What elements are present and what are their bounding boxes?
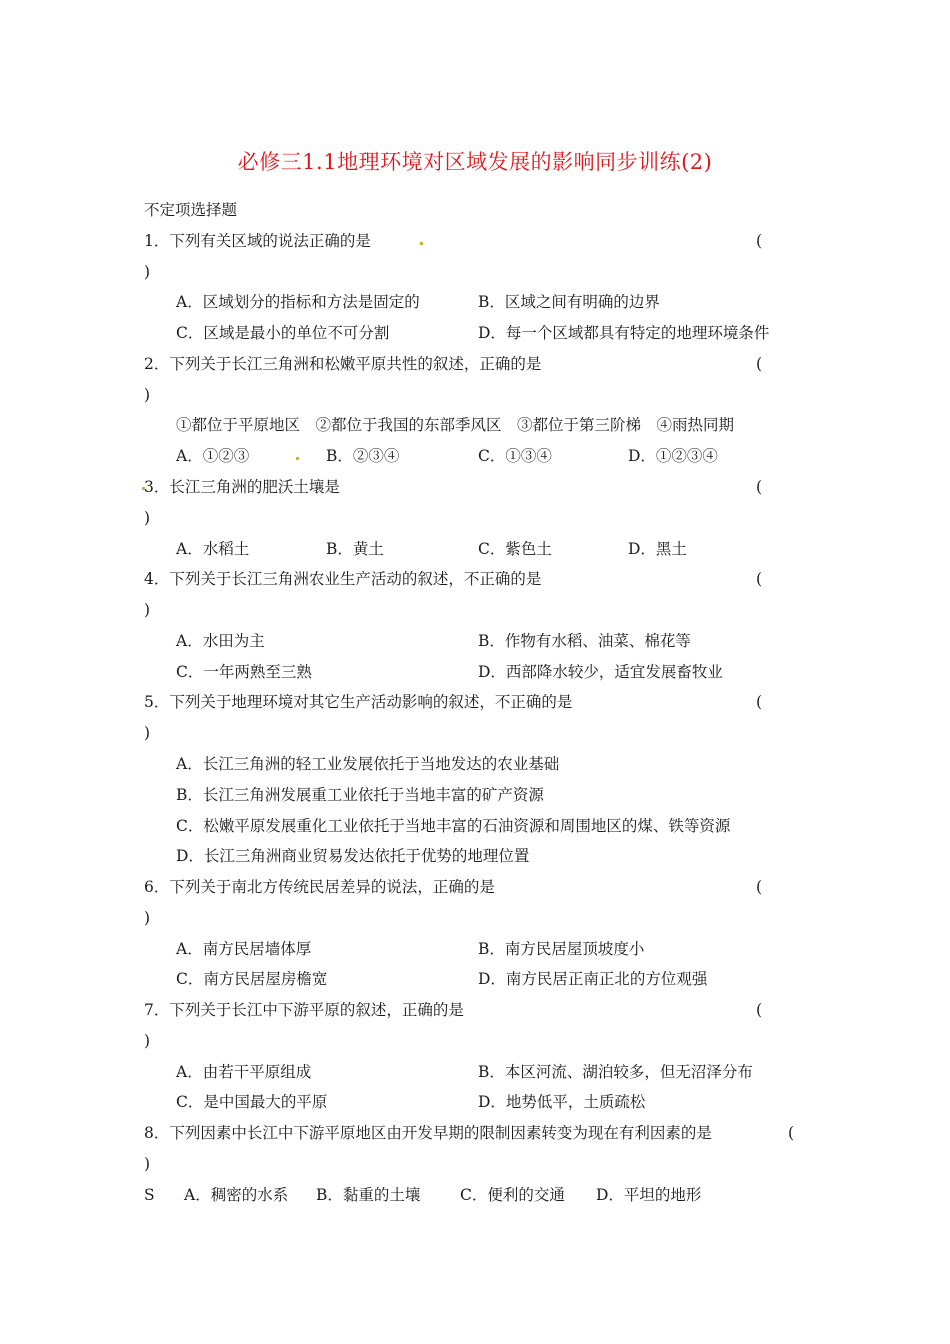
question-6-option-a: A．南方民居墙体厚: [176, 940, 312, 958]
question-3-option-a: A．水稻土: [176, 540, 250, 558]
question-8-open-paren: (: [788, 1124, 795, 1142]
question-5-stem: 5．下列关于地理环境对其它生产活动影响的叙述，不正确的是: [144, 693, 573, 711]
question-5-close-paren: ): [144, 724, 151, 742]
question-2-option-d: D．①②③④: [628, 447, 718, 465]
question-1-option-d: D．每一个区域都具有特定的地理环境条件: [478, 324, 770, 342]
question-2-option-a: A．①②③: [176, 447, 250, 465]
question-3-option-b: B．黄土: [326, 540, 384, 558]
question-2-close-paren: ): [144, 386, 151, 404]
question-3-stem: 3．长江三角洲的肥沃土壤是: [144, 478, 340, 496]
question-4-option-b: B．作物有水稻、油菜、棉花等: [478, 632, 691, 650]
question-1-stem: 1．下列有关区域的说法正确的是: [144, 232, 371, 250]
question-6-option-b: B．南方民居屋顶坡度小: [478, 940, 645, 958]
page-title: 必修三1.1地理环境对区域发展的影响同步训练(2): [237, 150, 713, 174]
question-1-option-c: C．区域是最小的单位不可分割: [176, 324, 390, 342]
question-7-option-c: C．是中国最大的平原: [176, 1093, 328, 1111]
question-7-close-paren: ): [144, 1032, 151, 1050]
question-8-option-b: B．黏重的土壤: [316, 1186, 421, 1204]
question-5-option-a: A．长江三角洲的轻工业发展依托于当地发达的农业基础: [176, 755, 560, 773]
question-4-close-paren: ): [144, 601, 151, 619]
question-8-option-c: C．便利的交通: [460, 1186, 565, 1204]
question-7-option-a: A．由若干平原组成: [176, 1063, 312, 1081]
question-6-option-c: C．南方民居屋房檐宽: [176, 970, 328, 988]
question-3-option-d: D．黑土: [628, 540, 687, 558]
question-4-option-d: D．西部降水较少，适宜发展畜牧业: [478, 663, 723, 681]
question-4-option-a: A．水田为主: [176, 632, 265, 650]
question-4-open-paren: (: [756, 570, 763, 588]
question-8-stem: 8．下列因素中长江中下游平原地区由开发早期的限制因素转变为现在有利因素的是: [144, 1124, 712, 1142]
question-5-open-paren: (: [756, 693, 763, 711]
question-7-open-paren: (: [756, 1001, 763, 1019]
question-4-stem: 4．下列关于长江三角洲农业生产活动的叙述，不正确的是: [144, 570, 542, 588]
question-3-close-paren: ): [144, 509, 151, 527]
question-2-option-b: B．②③④: [326, 447, 400, 465]
question-8-option-d: D．平坦的地形: [596, 1186, 702, 1204]
question-6-open-paren: (: [756, 878, 763, 896]
question-7-option-d: D．地势低平，土质疏松: [478, 1093, 646, 1111]
question-1-close-paren: ): [144, 263, 151, 281]
question-8-prefix: S: [144, 1186, 155, 1204]
question-7-stem: 7．下列关于长江中下游平原的叙述，正确的是: [144, 1001, 464, 1019]
question-2-option-c: C．①③④: [478, 447, 552, 465]
question-8-option-a: A．稠密的水系: [184, 1186, 289, 1204]
question-1-open-paren: (: [756, 232, 763, 250]
question-2-open-paren: (: [756, 355, 763, 373]
question-5-option-c: C．松嫩平原发展重化工业依托于当地丰富的石油资源和周围地区的煤、铁等资源: [176, 817, 731, 835]
question-6-stem: 6．下列关于南北方传统民居差异的说法，正确的是: [144, 878, 495, 896]
stray-mark: [420, 242, 423, 245]
question-3-option-c: C．紫色土: [478, 540, 552, 558]
section-heading: 不定项选择题: [144, 201, 238, 219]
question-5-option-d: D．长江三角洲商业贸易发达依托于优势的地理位置: [176, 847, 530, 865]
question-7-option-b: B．本区河流、湖泊较多，但无沼泽分布: [478, 1063, 753, 1081]
question-5-option-b: B．长江三角洲发展重工业依托于当地丰富的矿产资源: [176, 786, 544, 804]
question-4-option-c: C．一年两熟至三熟: [176, 663, 312, 681]
question-1-option-b: B．区域之间有明确的边界: [478, 293, 660, 311]
question-1-option-a: A．区域划分的指标和方法是固定的: [176, 293, 420, 311]
question-6-option-d: D．南方民居正南正北的方位观强: [478, 970, 708, 988]
question-2-stem: 2．下列关于长江三角洲和松嫩平原共性的叙述，正确的是: [144, 355, 542, 373]
question-8-close-paren: ): [144, 1155, 151, 1173]
question-3-open-paren: (: [756, 478, 763, 496]
stray-mark: [296, 457, 299, 460]
question-2-statements: ①都位于平原地区 ②都位于我国的东部季风区 ③都位于第三阶梯 ④雨热同期: [176, 416, 735, 434]
question-6-close-paren: ): [144, 909, 151, 927]
